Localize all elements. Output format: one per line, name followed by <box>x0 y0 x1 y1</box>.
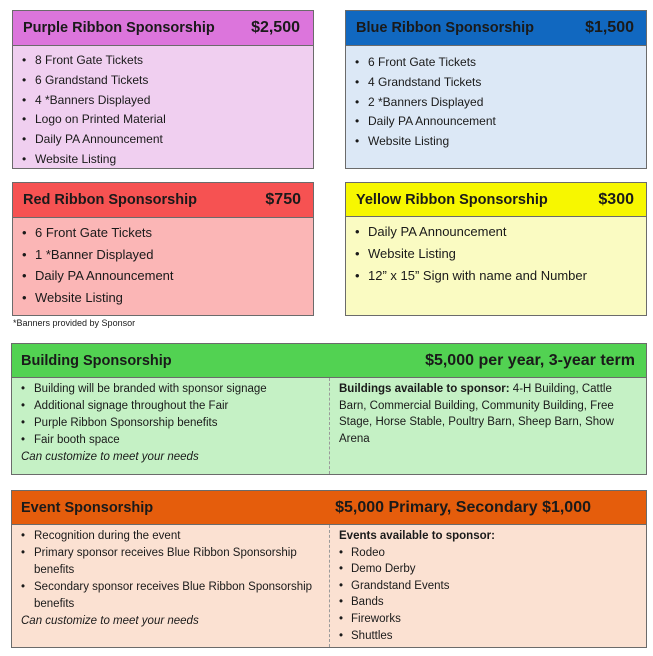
list-item: • 6 Grandstand Tickets <box>22 71 313 91</box>
list-item: • Shuttles <box>339 628 638 645</box>
list-item: • Website Listing <box>355 243 646 265</box>
list-item: • 6 Front Gate Tickets <box>22 222 313 244</box>
red-ribbon-title: Red Ribbon Sponsorship <box>23 192 197 208</box>
list-item: • 4 Grandstand Tickets <box>355 73 646 93</box>
yellow-ribbon-header <box>346 183 646 217</box>
building-sponsorship-price: $5,000 per year, 3-year term <box>425 351 635 369</box>
event-sponsorship-card <box>11 490 647 648</box>
list-item: • 6 Front Gate Tickets <box>355 53 646 73</box>
purple-ribbon-card <box>12 10 314 169</box>
list-item: • 8 Front Gate Tickets <box>22 51 313 71</box>
events-available-column <box>330 525 646 647</box>
building-benefits <box>21 381 329 449</box>
list-item: • Daily PA Announcement <box>355 112 646 132</box>
list-item: • Additional signage throughout the Fair <box>21 398 329 415</box>
list-item: • Secondary sponsor receives Blue Ribbon Sponsorship benefits <box>21 579 329 613</box>
red-ribbon-header <box>13 183 313 218</box>
list-item: • Website Listing <box>355 132 646 152</box>
list-item: • Purple Ribbon Sponsorship benefits <box>21 415 329 432</box>
blue-ribbon-price: $1,500 <box>585 19 634 36</box>
list-item: • Logo on Printed Material <box>22 110 313 130</box>
list-item: • 4 *Banners Displayed <box>22 91 313 111</box>
event-benefits-column <box>12 525 330 647</box>
list-item: • Grandstand Events <box>339 578 638 595</box>
list-item: • Fair booth space <box>21 432 329 449</box>
list-item: • Demo Derby <box>339 561 638 578</box>
list-item: • Website Listing <box>22 150 313 170</box>
list-item: • Bands <box>339 594 638 611</box>
building-sponsorship-title: Building Sponsorship <box>21 352 172 369</box>
yellow-ribbon-benefits <box>346 217 646 286</box>
blue-ribbon-benefits <box>346 46 646 152</box>
purple-ribbon-benefits <box>13 46 313 170</box>
building-sponsorship-card <box>11 343 647 475</box>
customize-note: Can customize to meet your needs <box>21 615 199 627</box>
list-item: • Rodeo <box>339 545 638 562</box>
events-available-label: Events available to sponsor: <box>339 530 495 542</box>
list-item: • Daily PA Announcement <box>355 221 646 243</box>
event-sponsorship-header <box>12 491 646 525</box>
blue-ribbon-header <box>346 11 646 46</box>
list-item: • Building will be branded with sponsor signage <box>21 381 329 398</box>
buildings-available-column <box>330 378 646 474</box>
list-item: • Primary sponsor receives Blue Ribbon Sponsorship benefits <box>21 545 329 579</box>
event-sponsorship-price: $5,000 Primary, Secondary $1,000 <box>335 498 591 516</box>
list-item: • Daily PA Announcement <box>22 130 313 150</box>
list-item: • 2 *Banners Displayed <box>355 93 646 113</box>
red-ribbon-price: $750 <box>265 191 301 208</box>
yellow-ribbon-card <box>345 182 647 316</box>
purple-ribbon-price: $2,500 <box>251 19 300 36</box>
blue-ribbon-title: Blue Ribbon Sponsorship <box>356 20 535 36</box>
list-item: • Recognition during the event <box>21 528 329 545</box>
red-ribbon-card <box>12 182 314 316</box>
list-item: • Fireworks <box>339 611 638 628</box>
purple-ribbon-header <box>13 11 313 46</box>
yellow-ribbon-price: $300 <box>598 190 634 208</box>
yellow-ribbon-title: Yellow Ribbon Sponsorship <box>356 191 548 208</box>
customize-note: Can customize to meet your needs <box>21 451 199 463</box>
list-item: • 12” x 15” Sign with name and Number <box>355 265 646 287</box>
purple-ribbon-title: Purple Ribbon Sponsorship <box>23 20 215 36</box>
list-item: • Daily PA Announcement <box>22 265 313 287</box>
event-benefits <box>21 528 329 613</box>
red-ribbon-benefits <box>13 218 313 308</box>
events-available-list <box>339 545 638 645</box>
banner-footnote: *Banners provided by Sponsor <box>13 318 136 328</box>
list-item: • 1 *Banner Displayed <box>22 244 313 266</box>
building-benefits-column <box>12 378 330 474</box>
buildings-available-label: Buildings available to sponsor: <box>339 383 510 395</box>
buildings-available-list: 4-H Building, Cattle Barn, Commercial Building, Community Building, Free Stage, Horse Stable, Poultry Barn, Sheep Barn, Show Arena <box>339 383 614 445</box>
event-sponsorship-title: Event Sponsorship <box>21 499 154 516</box>
building-sponsorship-header <box>12 344 646 378</box>
blue-ribbon-card <box>345 10 647 169</box>
list-item: • Website Listing <box>22 287 313 309</box>
